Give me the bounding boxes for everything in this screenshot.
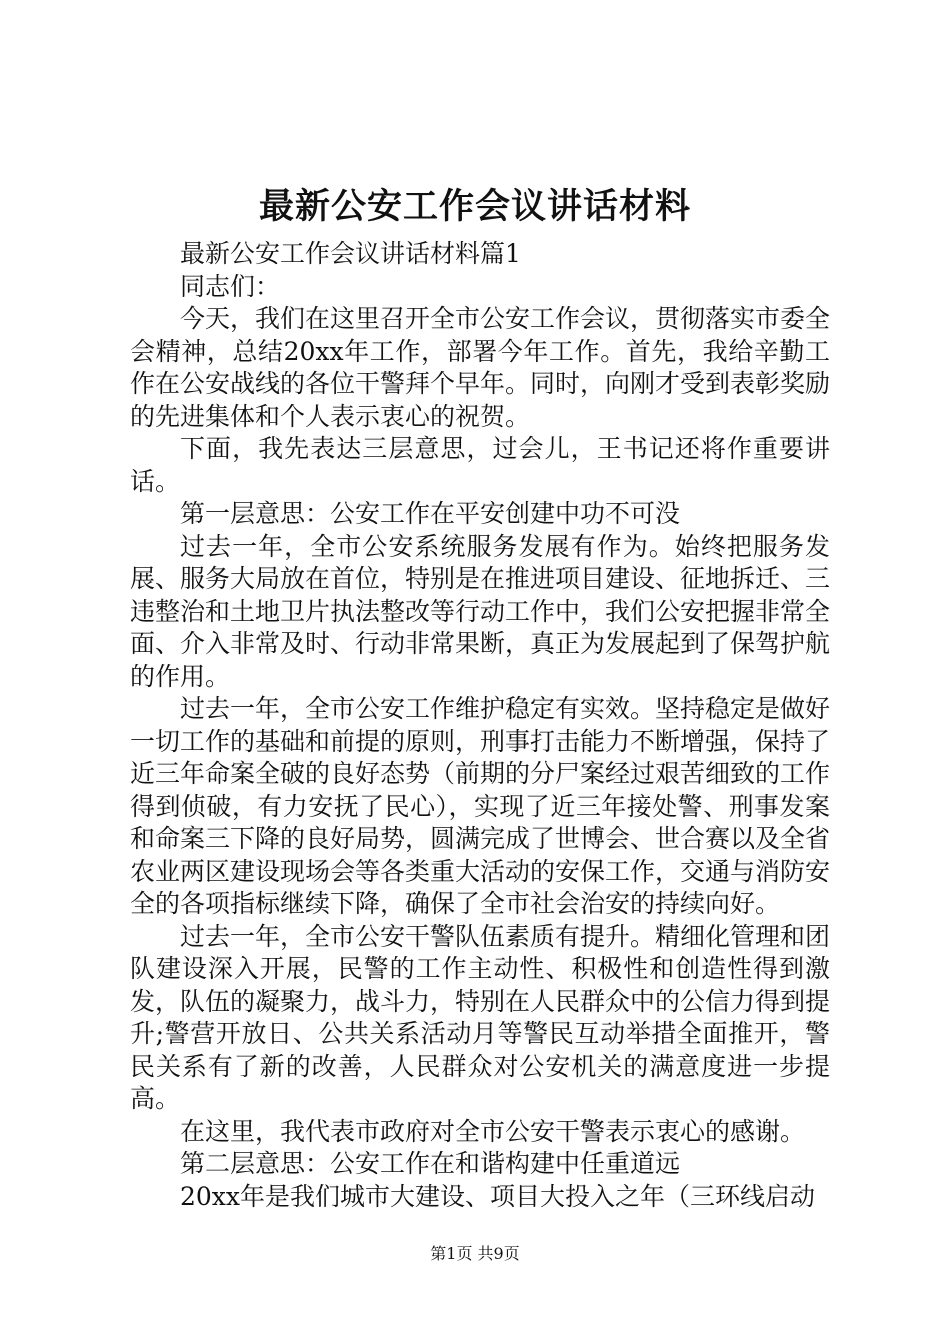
paragraph: 20xx年是我们城市大建设、项目大投入之年（三环线启动 — [180, 1181, 816, 1211]
paragraph: 过去一年，全市公安干警队伍素质有提升。精细化管理和团队建设深入开展，民警的工作主动性、积极性和创造性得到激发，队伍的凝聚力，战斗力，特别在人民群众中的公信力得到提升;警营开放日、公共关系活动月等警民互动举措全面推开，警民关系有了新的改善，人民群众对公安机关的满意度进一步提高。 — [130, 921, 831, 1113]
paragraph: 下面，我先表达三层意思，过会儿，王书记还将作重要讲话。 — [130, 434, 830, 496]
section-heading: 最新公安工作会议讲话材料篇1 — [180, 239, 521, 268]
section-heading: 第二层意思：公安工作在和谐构建中任重道远 — [180, 1149, 681, 1178]
paragraph: 过去一年，全市公安系统服务发展有作为。始终把服务发展、服务大局放在首位，特别是在推进项目建设、征地拆迁、三违整治和土地卫片执法整改等行动工作中，我们公安把握非常全面、介入非常及时、行动非常果断，真正为发展起到了保驾护航的作用。 — [130, 531, 831, 691]
paragraph: 在这里，我代表市政府对全市公安干警表示衷心的感谢。 — [180, 1116, 806, 1146]
paragraph: 过去一年，全市公安工作维护稳定有实效。坚持稳定是做好一切工作的基础和前提的原则，刑事打击能力不断增强，保持了近三年命案全破的良好态势（前期的分尸案经过艰苦细致的工作得到侦破，有力安抚了民心），实现了近三年接处警、刑事发案和命案三下降的良好局势，圆满完成了世博会、世合赛以及全省农业两区建设现场会等各类重大活动的安保工作，交通与消防安全的各项指标继续下降，确保了全市社会治安的持续向好。 — [130, 694, 831, 918]
document-body — [130, 238, 830, 1213]
paragraph: 今天，我们在这里召开全市公安工作会议，贯彻落实市委全会精神，总结20xx年工作，部署今年工作。首先，我给辛勤工作在公安战线的各位干警拜个早年。同时，向刚才受到表彰奖励的先进集体和个人表示衷心的祝贺。 — [130, 304, 831, 431]
section-heading: 第一层意思：公安工作在平安创建中功不可没 — [180, 499, 681, 528]
page-footer: 第1页 共9页 — [430, 1244, 520, 1263]
salutation: 同志们： — [180, 271, 281, 301]
document-title: 最新公安工作会议讲话材料 — [258, 187, 691, 227]
